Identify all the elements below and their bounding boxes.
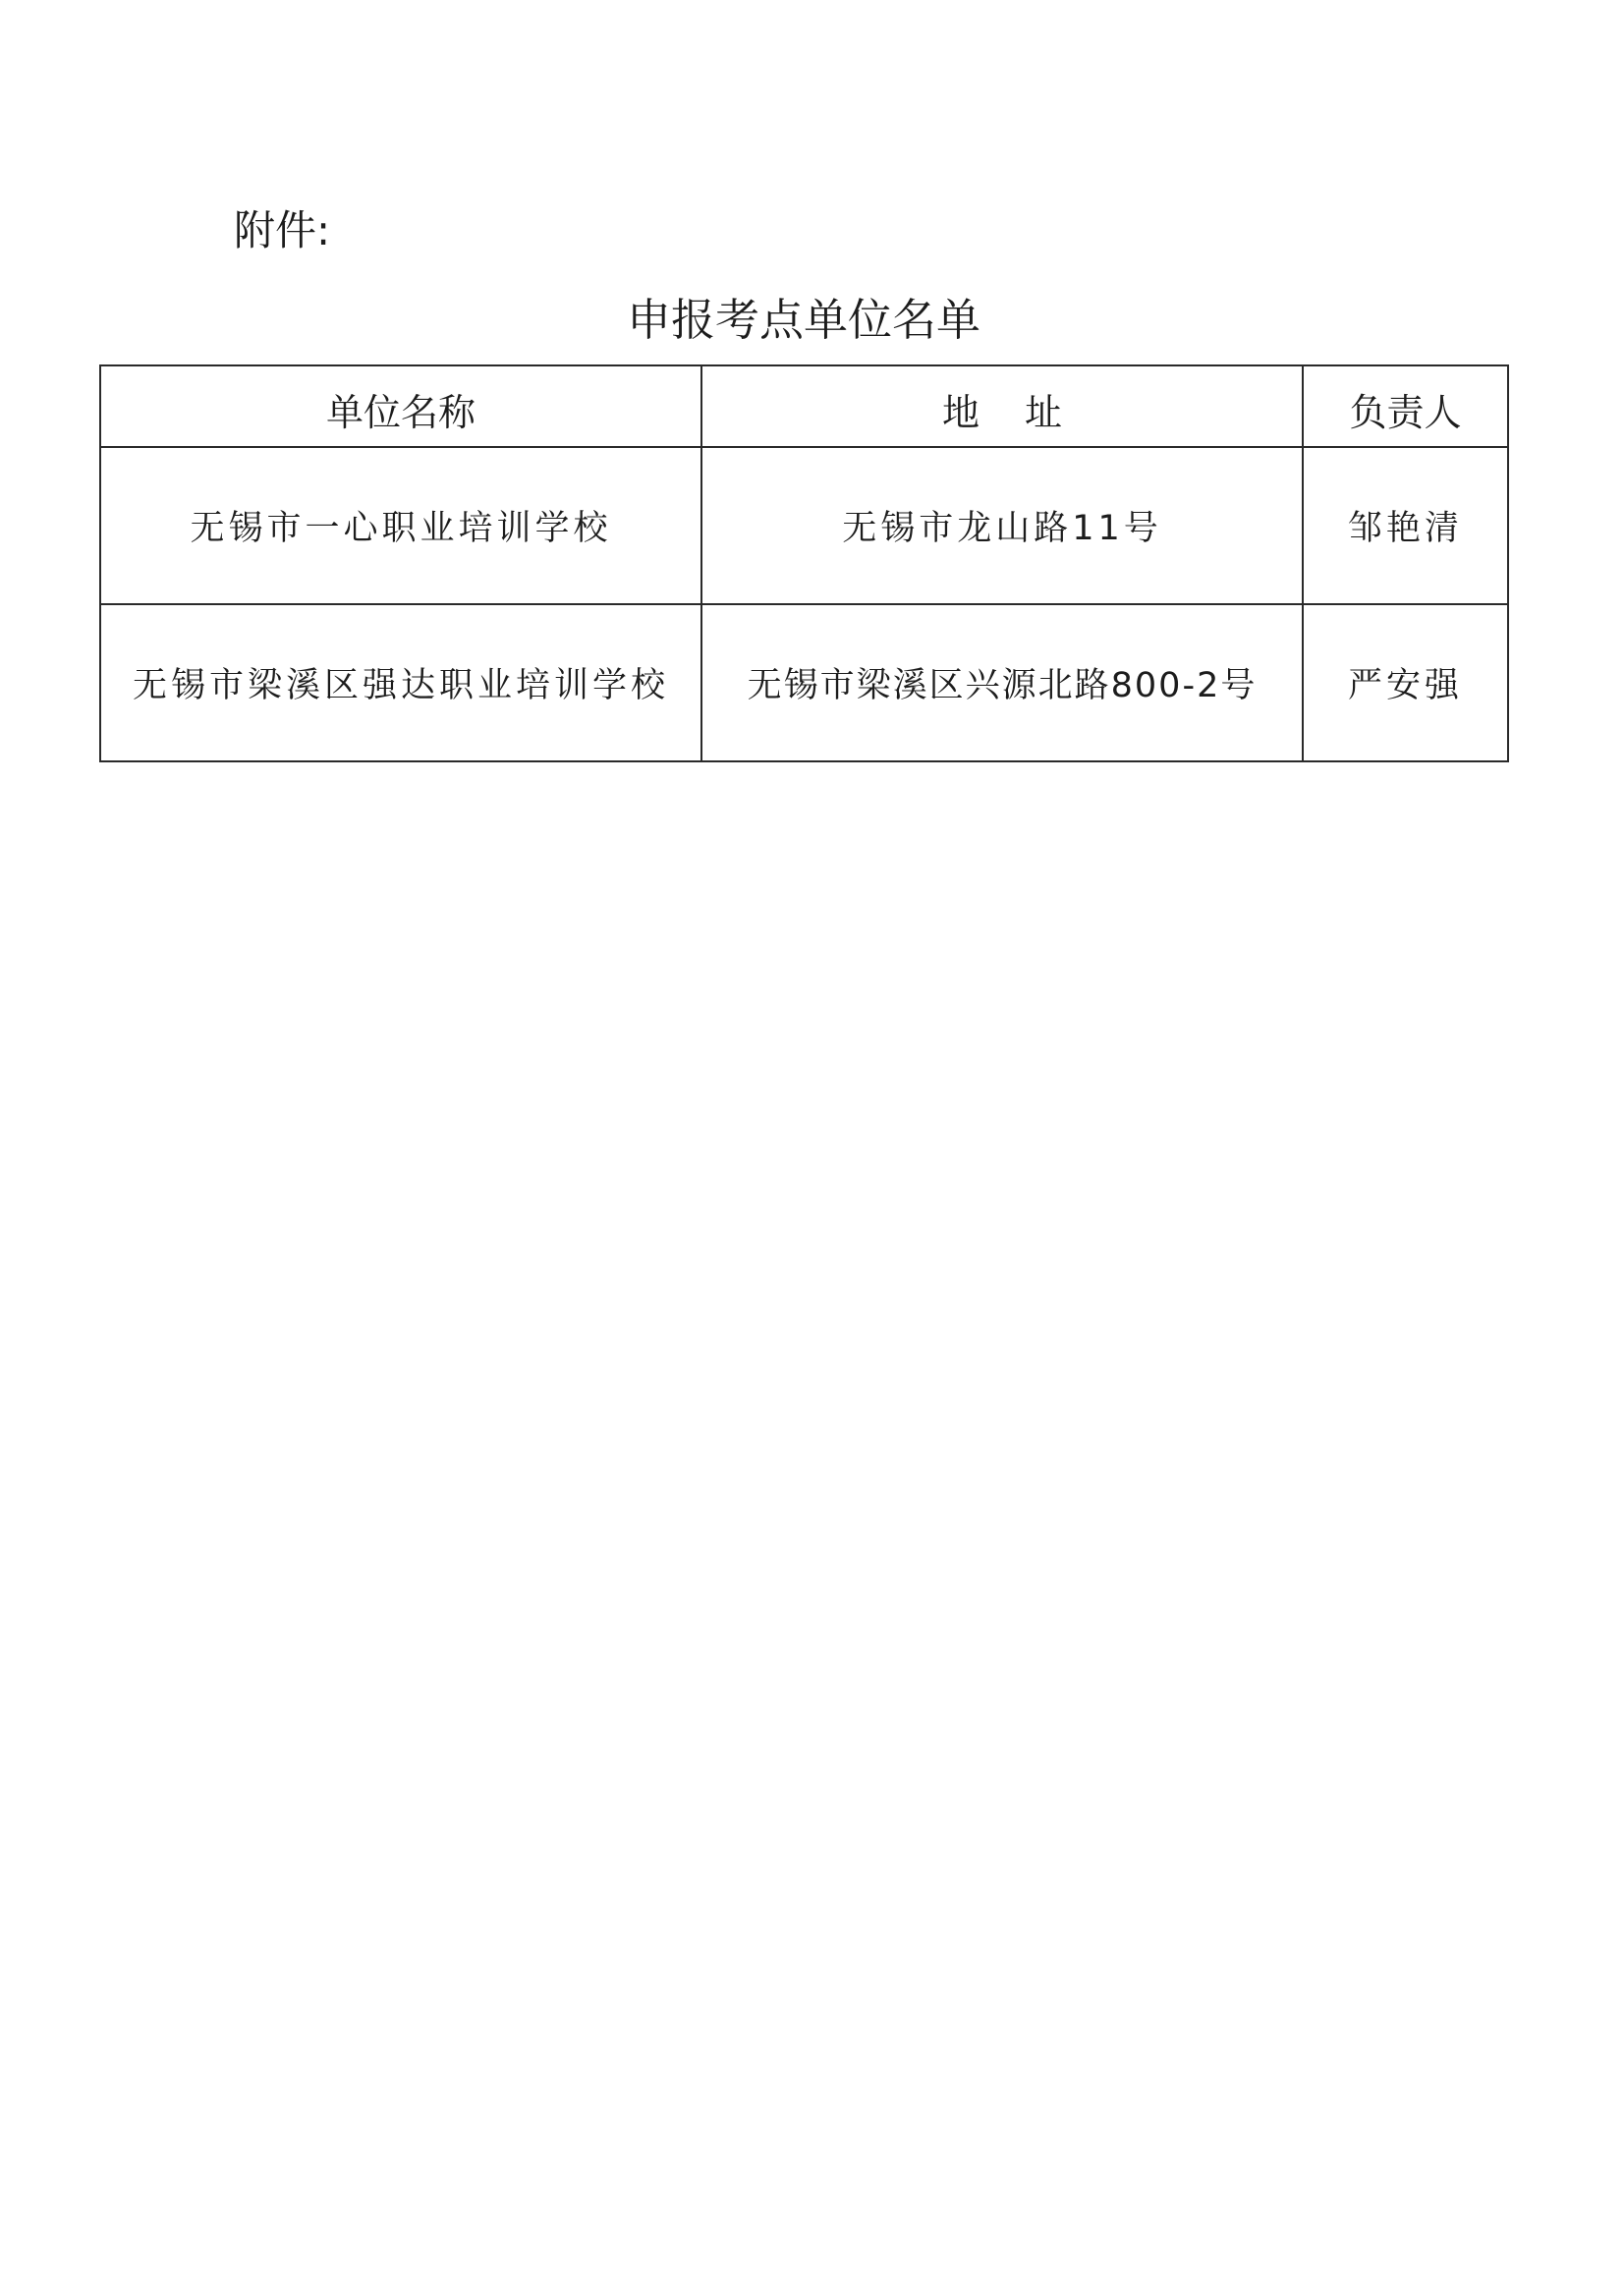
table-header-row	[100, 365, 1508, 447]
table-row	[100, 447, 1508, 604]
cell-unit-name: 无锡市梁溪区强达职业培训学校	[100, 604, 701, 761]
cell-address: 无锡市梁溪区兴源北路800-2号	[701, 604, 1303, 761]
cell-address: 无锡市龙山路11号	[701, 447, 1303, 604]
header-person-in-charge: 负责人	[1303, 365, 1508, 447]
document-title: 申报考点单位名单	[626, 294, 980, 346]
header-address: 地 址	[701, 365, 1303, 447]
cell-person-in-charge: 严安强	[1303, 604, 1508, 761]
table-row	[100, 604, 1508, 761]
cell-unit-name: 无锡市一心职业培训学校	[100, 447, 701, 604]
exam-site-table	[99, 364, 1509, 762]
cell-person-in-charge: 邹艳清	[1303, 447, 1508, 604]
header-unit-name: 单位名称	[100, 365, 701, 447]
attachment-label: 附件:	[234, 206, 331, 254]
